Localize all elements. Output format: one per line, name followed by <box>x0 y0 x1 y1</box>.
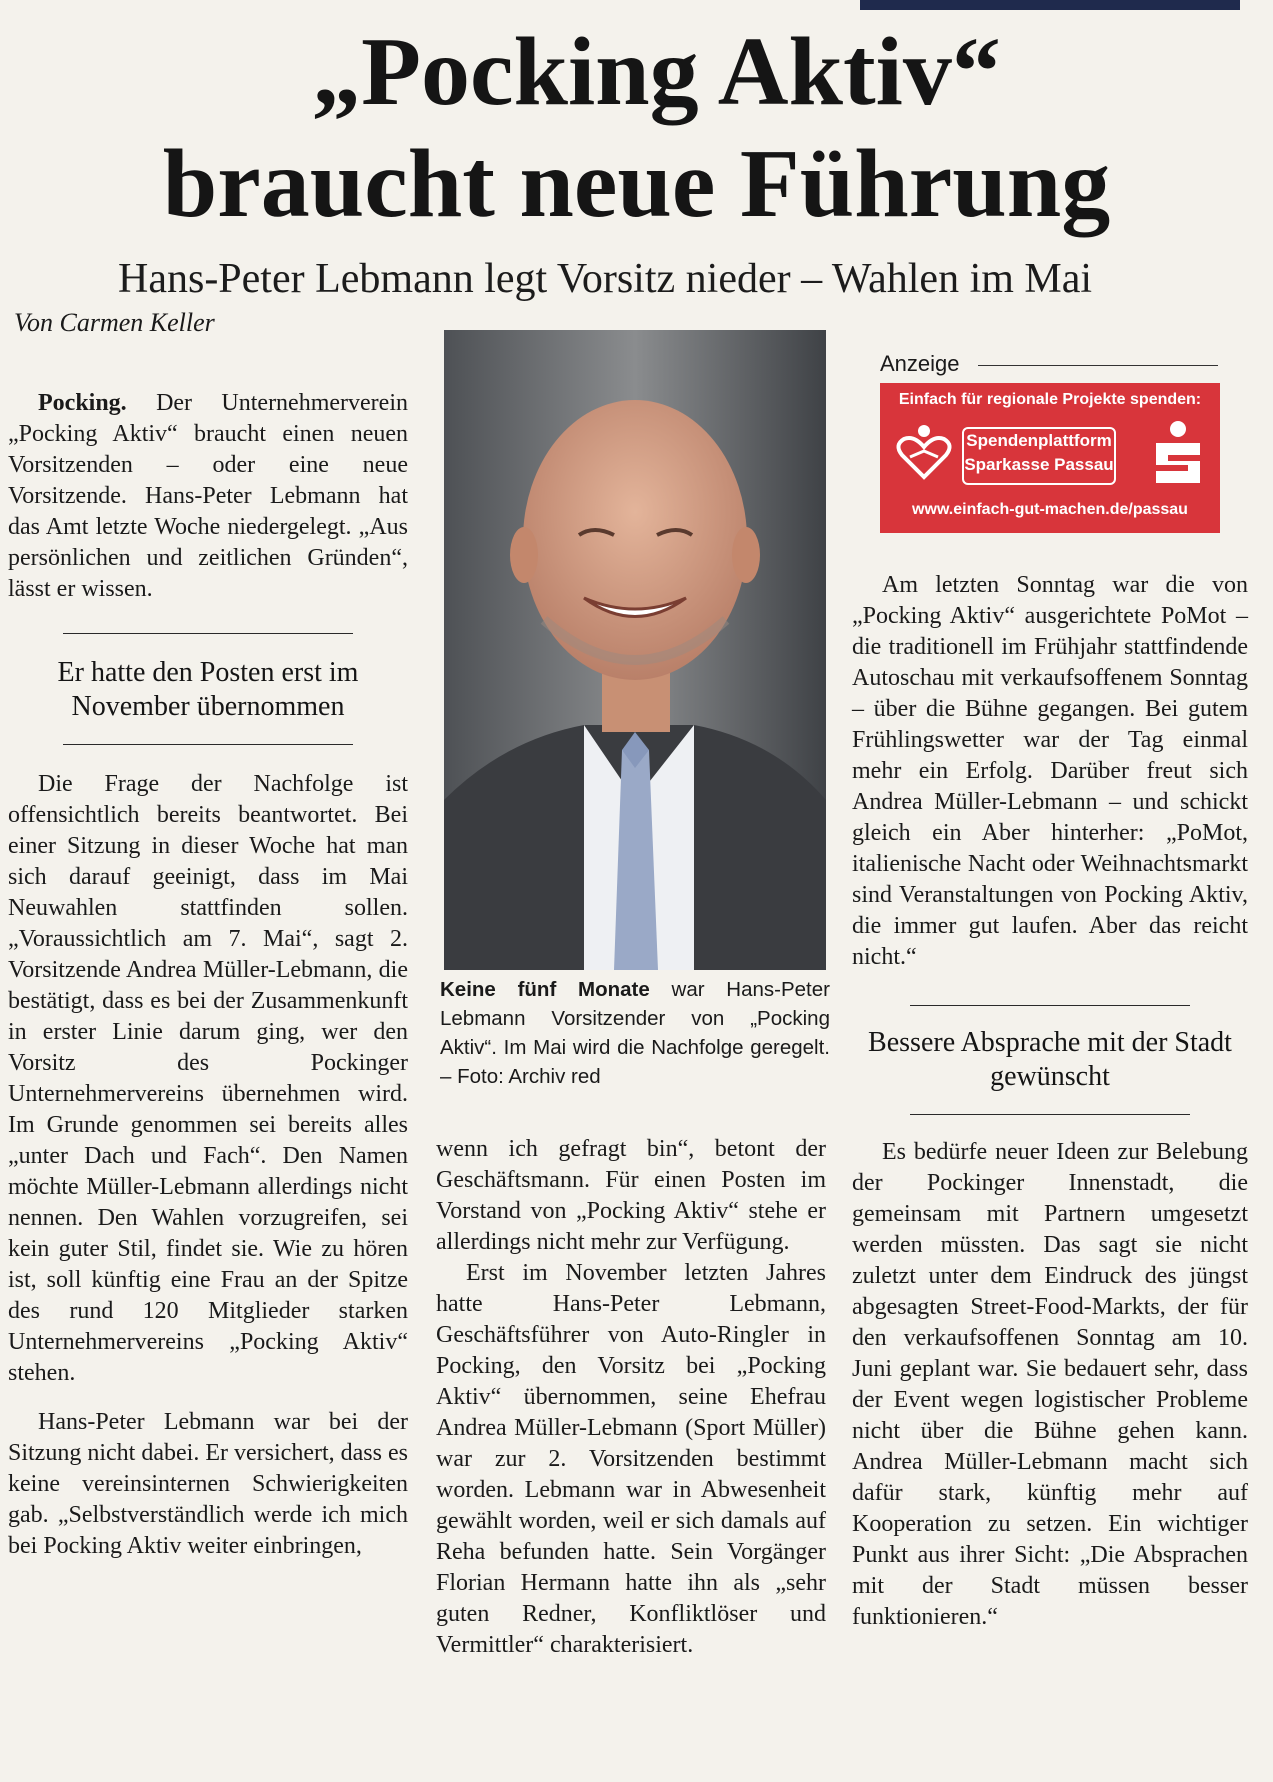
divider <box>63 633 353 634</box>
lead-paragraph <box>8 388 408 605</box>
article-column-2 <box>436 1134 826 1661</box>
subheadline: Hans-Peter Lebmann legt Vorsitz nieder – Wahlen im Mai <box>118 256 1093 302</box>
ad-platform-box <box>962 427 1116 485</box>
caption-bold: Keine fünf Monate <box>440 978 650 1001</box>
portrait-illustration <box>444 330 826 970</box>
divider <box>63 744 353 745</box>
body-paragraph: Erst im November letzten Jahres hatte Hans-Peter Lebmann, Geschäftsführer von Auto-Ringler in Pocking, den Vorsitz bei „Pocking Aktiv“ übernommen, seine Ehefrau Andrea Müller-Lebmann (Sport Müller) war zur 2. Vorsitzenden bestimmt worden. Lebmann war in Abwesenheit gewählt worden, weil er sich damals auf Reha befunden hatte. Sein Vorgänger Florian Hermann hatte ihn als „sehr guten Redner, Konfliktlöser und Vermittler“ charakterisiert. <box>436 1260 826 1658</box>
article-column-1 <box>8 388 408 1562</box>
top-accent-rule <box>860 0 1240 10</box>
intertitle-1: Er hatte den Posten erst im November übernommen <box>57 657 359 722</box>
heart-hands-icon <box>894 421 954 481</box>
headline <box>0 16 1273 240</box>
sparkasse-logo-icon <box>1150 419 1206 489</box>
article-column-3 <box>852 570 1248 1633</box>
body-paragraph: Am letzten Sonntag war die von „Pocking Aktiv“ ausgerichtete PoMot – die traditionell im Frühjahr stattfindende Autoschau mit verkaufsoffenem Sonntag – über die Bühne gegangen. Bei gutem Frühlingswetter war der Tag einmal mehr ein Erfolg. Darüber freut sich Andrea Müller-Lebmann – und schickt gleich ein Aber hinterher: „PoMot, italienische Nacht oder Weihnachtsmarkt sind Veranstaltungen von Pocking Aktiv, die immer gut laufen. Aber das reicht nicht.“ <box>852 572 1248 970</box>
ad-platform-line-2: Sparkasse Passau <box>964 455 1114 474</box>
caption-text: war Hans-Peter Lebmann Vorsitzender von „Pocking Aktiv“. Im Mai wird die Nachfolge geregelt. <box>440 978 830 1059</box>
ad-platform-line-1: Spendenplattform <box>966 431 1112 450</box>
article-photo <box>444 330 826 970</box>
divider <box>910 1114 1190 1115</box>
ad-label: Anzeige <box>880 351 960 376</box>
divider <box>910 1005 1190 1006</box>
ad-label-rule <box>978 365 1218 366</box>
headline-line-1: „Pocking Aktiv“ <box>312 18 1001 126</box>
body-paragraph: Es bedürfe neuer Ideen zur Belebung der Pockinger Innenstadt, die gemeinsam mit Partnern umgesetzt werden müssten. Das sagt sie nicht zuletzt unter dem Eindruck des jüngst abgesagten Street-Food-Markts, der für den verkaufsoffenen Sonntag am 10. Juni geplant war. Sie bedauert sehr, dass der Event wegen logistischer Probleme nicht über die Bühne gehen kann. Andrea Müller-Lebmann macht sich dafür stark, künftig mehr auf Kooperation zu setzen. Ein wichtiger Punkt aus ihrer Sicht: „Die Absprachen mit der Stadt müssen besser funktionieren.“ <box>852 1139 1248 1630</box>
body-paragraph: Hans-Peter Lebmann war bei der Sitzung nicht dabei. Er versichert, dass es keine vereinsinternen Schwierigkeiten gab. „Selbstverständlich werde ich mich bei Pocking Aktiv weiter einbringen, <box>8 1409 408 1559</box>
photo-credit: – Foto: Archiv red <box>440 1065 601 1088</box>
body-paragraph: wenn ich gefragt bin“, betont der Geschäftsmann. Für einen Posten im Vorstand von „Pocking Aktiv“ stehe er allerdings nicht mehr zur Verfügung. <box>436 1136 826 1255</box>
advertisement[interactable] <box>880 383 1220 533</box>
photo-caption <box>440 975 830 1091</box>
byline: Von Carmen Keller <box>14 308 215 337</box>
dateline: Pocking. <box>38 390 127 416</box>
intertitle-2: Bessere Absprache mit der Stadt gewünscht <box>868 1027 1232 1092</box>
ad-tagline: Einfach für regionale Projekte spenden: <box>898 391 1202 408</box>
ad-url[interactable]: www.einfach-gut-machen.de/passau <box>912 501 1188 518</box>
body-paragraph: Die Frage der Nachfolge ist offensichtlich bereits beantwortet. Bei einer Sitzung in dieser Woche hat man sich darauf geeinigt, dass im Mai Neuwahlen stattfinden sollen. „Voraussichtlich am 7. Mai“, sagt 2. Vorsitzende Andrea Müller-Lebmann, die bestätigt, dass es bei der Zusammenkunft in erster Linie darum ging, wer den Vorsitz des Pockinger Unternehmervereins übernehmen wird. Im Grunde genommen sei bereits alles „unter Dach und Fach“. Den Namen möchte Müller-Lebmann allerdings nicht nennen. Den Wahlen vorzugreifen, sei kein guter Stil, findet sie. Wie zu hören ist, soll künftig eine Frau an der Spitze des rund 120 Mitglieder starken Unternehmervereins „Pocking Aktiv“ stehen. <box>8 771 408 1386</box>
lead-text: Der Unternehmerverein „Pocking Aktiv“ braucht einen neuen Vorsitzenden – oder eine neue Vorsitzende. Hans-Peter Lebmann hat das Amt letzte Woche niedergelegt. „Aus persönlichen und zeitlichen Gründen“, lässt er wissen. <box>8 390 408 602</box>
headline-line-2: braucht neue Führung <box>162 130 1111 238</box>
